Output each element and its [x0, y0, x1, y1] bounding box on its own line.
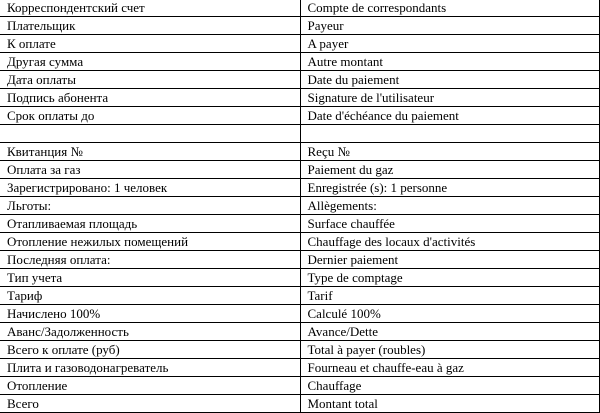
russian-cell: Дата оплаты — [0, 71, 300, 89]
russian-cell: Корреспондентский счет — [0, 0, 300, 17]
french-cell: Date du paiement — [300, 71, 599, 89]
french-cell: Autre montant — [300, 53, 599, 71]
russian-cell: Плательщик — [0, 17, 300, 35]
russian-cell: Плита и газоводонагреватель — [0, 359, 300, 377]
french-cell: Signature de l'utilisateur — [300, 89, 599, 107]
table-row — [0, 89, 599, 107]
russian-cell: Оплата за газ — [0, 161, 300, 179]
russian-cell: Отапливаемая площадь — [0, 215, 300, 233]
russian-cell: Отопление — [0, 377, 300, 395]
russian-cell — [0, 125, 300, 143]
french-cell: Surface chauffée — [300, 215, 599, 233]
russian-cell: Подпись абонента — [0, 89, 300, 107]
table-row — [0, 323, 599, 341]
french-cell: Calculé 100% — [300, 305, 599, 323]
table-row — [0, 197, 599, 215]
table-row — [0, 71, 599, 89]
french-cell: Chauffage — [300, 377, 599, 395]
table-row — [0, 0, 599, 17]
french-cell: Chauffage des locaux d'activités — [300, 233, 599, 251]
table-row — [0, 251, 599, 269]
table-row — [0, 35, 599, 53]
table-row — [0, 377, 599, 395]
russian-cell: Всего — [0, 395, 300, 413]
table-row — [0, 269, 599, 287]
french-cell: Reçu № — [300, 143, 599, 161]
russian-cell: К оплате — [0, 35, 300, 53]
french-cell — [300, 125, 599, 143]
french-cell: Date d'échéance du paiement — [300, 107, 599, 125]
russian-cell: Отопление нежилых помещений — [0, 233, 300, 251]
russian-cell: Аванс/Задолженность — [0, 323, 300, 341]
russian-cell: Всего к оплате (руб) — [0, 341, 300, 359]
french-cell: A payer — [300, 35, 599, 53]
table-row — [0, 287, 599, 305]
russian-cell: Срок оплаты до — [0, 107, 300, 125]
french-cell: Fourneau et chauffe-eau à gaz — [300, 359, 599, 377]
russian-cell: Зарегистрировано: 1 человек — [0, 179, 300, 197]
table-row — [0, 107, 599, 125]
french-cell: Montant total — [300, 395, 599, 413]
french-cell: Payeur — [300, 17, 599, 35]
table-row — [0, 143, 599, 161]
russian-cell: Последняя оплата: — [0, 251, 300, 269]
french-cell: Allègements: — [300, 197, 599, 215]
table-row — [0, 215, 599, 233]
french-cell: Enregistrée (s): 1 personne — [300, 179, 599, 197]
table-row-empty — [0, 125, 599, 143]
table-row — [0, 53, 599, 71]
russian-cell: Начислено 100% — [0, 305, 300, 323]
russian-cell: Тип учета — [0, 269, 300, 287]
table-row — [0, 17, 599, 35]
french-cell: Tarif — [300, 287, 599, 305]
russian-cell: Другая сумма — [0, 53, 300, 71]
french-cell: Dernier paiement — [300, 251, 599, 269]
table-row — [0, 359, 599, 377]
russian-cell: Тариф — [0, 287, 300, 305]
french-cell: Compte de correspondants — [300, 0, 599, 17]
french-cell: Total à payer (roubles) — [300, 341, 599, 359]
russian-cell: Квитанция № — [0, 143, 300, 161]
french-cell: Paiement du gaz — [300, 161, 599, 179]
table-row — [0, 233, 599, 251]
table-row — [0, 161, 599, 179]
french-cell: Avance/Dette — [300, 323, 599, 341]
russian-cell: Льготы: — [0, 197, 300, 215]
french-cell: Type de comptage — [300, 269, 599, 287]
table-row — [0, 179, 599, 197]
table-row — [0, 305, 599, 323]
table-row — [0, 395, 599, 413]
table-row — [0, 341, 599, 359]
